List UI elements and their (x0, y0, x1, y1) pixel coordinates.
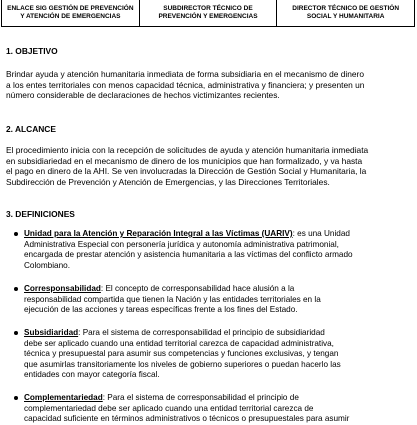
bullet-icon (14, 396, 18, 400)
definition-first-line (24, 328, 412, 339)
definition-line: ejecución de las acciones y tareas específicas frente a los fines del Estado. (24, 305, 298, 314)
definition-term: Subsidiaridad (24, 328, 79, 337)
section-title-alcance: 2. ALCANCE (6, 124, 56, 134)
definition-term: Unidad para la Atención y Reparación Integral a las Víctimas (UARIV) (24, 229, 293, 238)
definition-term: Complementariedad (24, 393, 103, 402)
header-cell-subdirector: SUBDIRECTOR TÉCNICO DE PREVENCIÓN Y EMERGENCIAS (139, 0, 277, 27)
definition-line: entidades con mayor categoría fiscal. (24, 370, 160, 379)
alcance-paragraph (6, 145, 410, 187)
section-title-objetivo: 1. OBJETIVO (6, 46, 58, 56)
definition-text: : Para el sistema de corresponsabilidad el principio de (102, 393, 299, 402)
definition-line: que asumirlas transitoriamente los niveles de gobierno superiores o puedan hacerlo las (24, 359, 341, 369)
definition-term: Corresponsabilidad (24, 284, 101, 293)
bullet-icon (14, 331, 18, 335)
alcance-line: en subsidiariedad en el mecanismo de dinero de los municipios que han formalizado, y va hasta (6, 155, 363, 166)
definition-line: capacidad suficiente en términos administrativos o técnicos o presupuestales para asumir (24, 414, 350, 423)
definition-first-line (24, 393, 412, 404)
objetivo-line: número considerable de declaraciones de hechos victimizantes recientes. (6, 90, 280, 100)
header-cell-director: DIRECTOR TÉCNICO DE GESTIÓN SOCIAL Y HUMANITARIA (277, 0, 415, 27)
bullet-icon (14, 287, 18, 291)
definition-item-uariv (24, 229, 412, 271)
objetivo-line: a los entes territoriales con menos capacidad técnica, administrativa y financiera; y presenten un (6, 79, 365, 90)
objetivo-line: Brindar ayuda y atención humanitaria inmediata de forma subsidiaria en el mecanismo de dinero (6, 69, 364, 79)
alcance-line: El procedimiento inicia con la recepción de solicitudes de ayuda y atención humanitaria inmediata (6, 145, 369, 155)
definition-text: : es una Unidad (292, 229, 350, 238)
signature-header-table (1, 0, 415, 27)
definition-text: : El concepto de corresponsabilidad hace alusión a la (100, 284, 295, 293)
definition-text: : Para el sistema de corresponsabilidad el principio de subsidiaridad (78, 328, 325, 337)
alcance-line: el pago en dinero de la AHI. Se ven involucradas la Dirección de Gestión Social y Humanitaria, la (6, 166, 367, 176)
alcance-line: Subdirección de Prevención y Atención de Emergencias, y las Direcciones Territoriales. (6, 176, 330, 187)
definition-item-corresponsabilidad (24, 284, 412, 316)
definition-line: debe ser aplicado cuando una entidad territorial carezca de capacidad administrativa, (24, 338, 334, 348)
definition-line: responsabilidad compartida que tienen la Nación y las entidades territoriales en la (24, 294, 321, 304)
definition-first-line (24, 229, 412, 240)
objetivo-paragraph (6, 69, 410, 101)
definition-line: encargada de prestar atención y asistencia humanitaria a las víctimas del conflicto armado (24, 250, 353, 259)
definition-item-subsidiaridad (24, 328, 412, 381)
bullet-icon (14, 232, 18, 236)
header-cell-enlace-sig: ENLACE SIG GESTIÓN DE PREVENCIÓN Y ATENCIÓN DE EMERGENCIAS (2, 0, 140, 27)
definition-line: Administrativa Especial con personería jurídica y autonomía administrativa patrimonial, (24, 239, 339, 249)
definition-line: Colombiano. (24, 260, 70, 270)
definition-line: técnica y presupuestal para asumir sus competencias y funciones exclusivas, y tengan (24, 349, 339, 358)
definition-line: complementariedad debe ser aplicado cuando una entidad territorial carezca de (24, 403, 314, 413)
section-title-definiciones: 3. DEFINICIONES (6, 209, 75, 219)
definition-first-line (24, 284, 412, 295)
